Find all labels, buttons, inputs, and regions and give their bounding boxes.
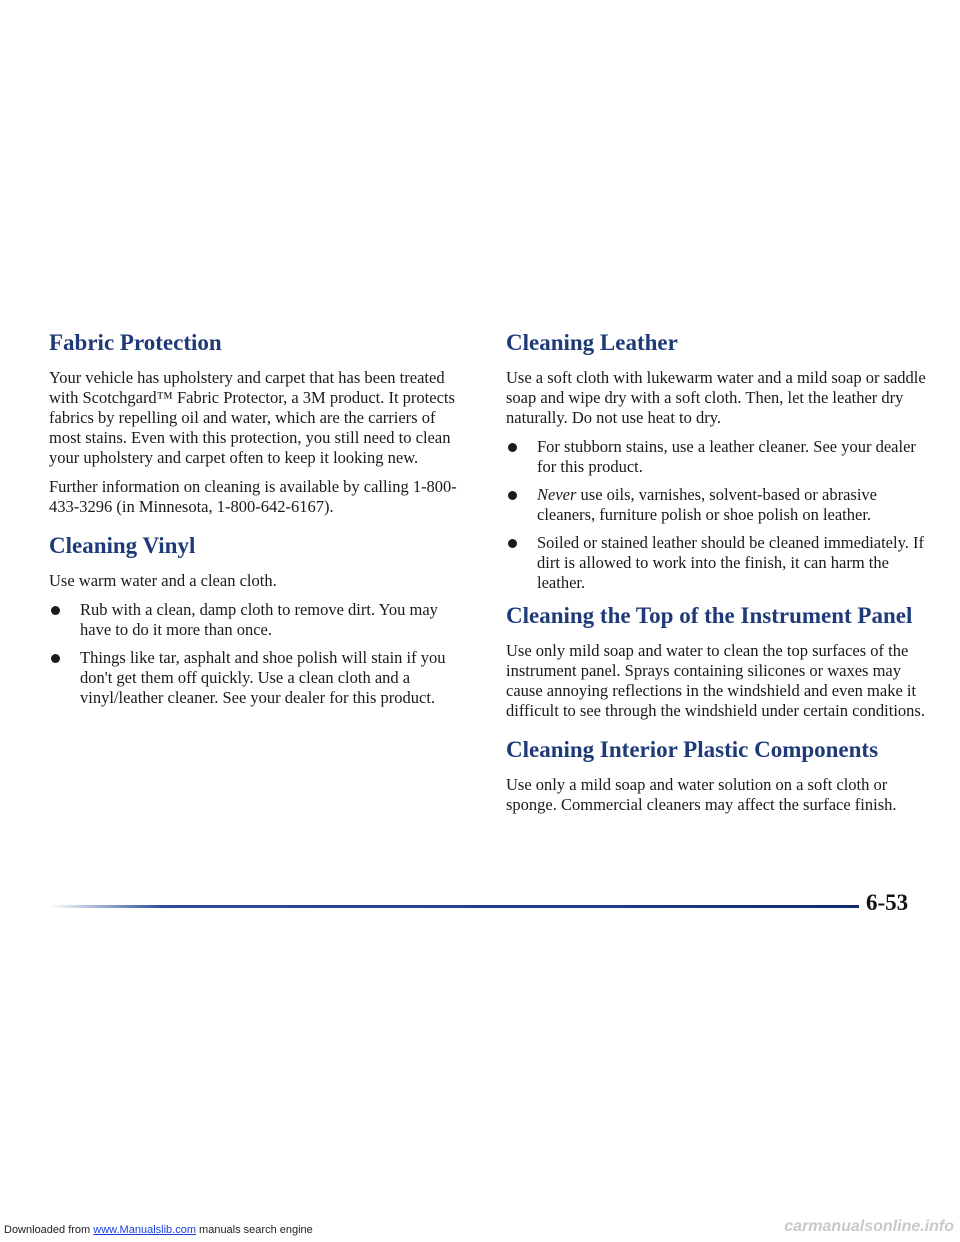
footer-suffix: manuals search engine [195, 1224, 313, 1236]
fabric-protection-heading: Fabric Protection [49, 330, 222, 355]
cleaning-vinyl-heading: Cleaning Vinyl [49, 533, 196, 558]
list-item [506, 437, 926, 477]
bullet-icon [508, 491, 517, 500]
footer-prefix: Downloaded from [4, 1224, 94, 1236]
list-item [49, 648, 459, 708]
list-item [49, 600, 459, 640]
instrument-panel-heading: Cleaning the Top of the Instrument Panel [506, 603, 913, 628]
list-item-text: use oils, varnishes, solvent-based or abrasive cleaners, furniture polish or shoe polish on leather. [537, 485, 877, 524]
bullet-icon [508, 539, 517, 548]
bullet-icon [51, 606, 60, 615]
list-item-text: Soiled or stained leather should be cleaned immediately. If dirt is allowed to work into the finish, it can harm the leather. [537, 533, 925, 592]
fabric-contact-paragraph: Further information on cleaning is available by calling 1-800-433-3296 (in Minnesota, 1-800-642-6167). [49, 477, 457, 516]
bullet-icon [51, 654, 60, 663]
right-column [506, 328, 926, 824]
footer-rule [49, 905, 859, 908]
watermark: carmanualsonline.info [784, 1218, 954, 1235]
cleaning-leather-heading: Cleaning Leather [506, 330, 678, 355]
cleaning-leather-intro: Use a soft cloth with lukewarm water and a mild soap or saddle soap and wipe dry with a soft cloth. Then, let the leather dry naturally. Do not use heat to dry. [506, 368, 926, 427]
fabric-protection-paragraph: Your vehicle has upholstery and carpet that has been treated with Scotchgard™ Fabric Protector, a 3M product. It protects fabrics by repelling oil and water, which are the carriers of most stains. Even with this protection, you still need to clean your upholstery and carpet often to keep it looking new. [49, 368, 455, 467]
list-item [506, 533, 926, 593]
list-item-text: For stubborn stains, use a leather cleaner. See your dealer for this product. [537, 437, 916, 476]
manualslib-link[interactable]: www.Manualslib.com [93, 1224, 196, 1236]
cleaning-vinyl-intro: Use warm water and a clean cloth. [49, 571, 277, 590]
plastic-components-heading: Cleaning Interior Plastic Components [506, 737, 879, 762]
instrument-panel-paragraph: Use only mild soap and water to clean the top surfaces of the instrument panel. Sprays containing silicones or waxes may cause annoying reflections in the windshield and even make it difficult to see through the windshield under certain conditions. [506, 641, 925, 720]
vinyl-bullet-list [49, 600, 459, 708]
plastic-components-paragraph: Use only a mild soap and water solution on a soft cloth or sponge. Commercial cleaners may affect the surface finish. [506, 775, 897, 814]
left-column [49, 328, 459, 716]
list-item-text: Rub with a clean, damp cloth to remove dirt. You may have to do it more than once. [80, 600, 438, 639]
page-number: 6-53 [866, 890, 909, 915]
leather-bullet-list [506, 437, 926, 593]
list-item [506, 485, 926, 525]
download-footer [4, 1224, 313, 1236]
bullet-icon [508, 443, 517, 452]
never-emphasis: Never [537, 485, 577, 504]
list-item-text: Things like tar, asphalt and shoe polish will stain if you don't get them off quickly. Use a clean cloth and a vinyl/leather cleaner. See your dealer for this product. [80, 648, 446, 707]
